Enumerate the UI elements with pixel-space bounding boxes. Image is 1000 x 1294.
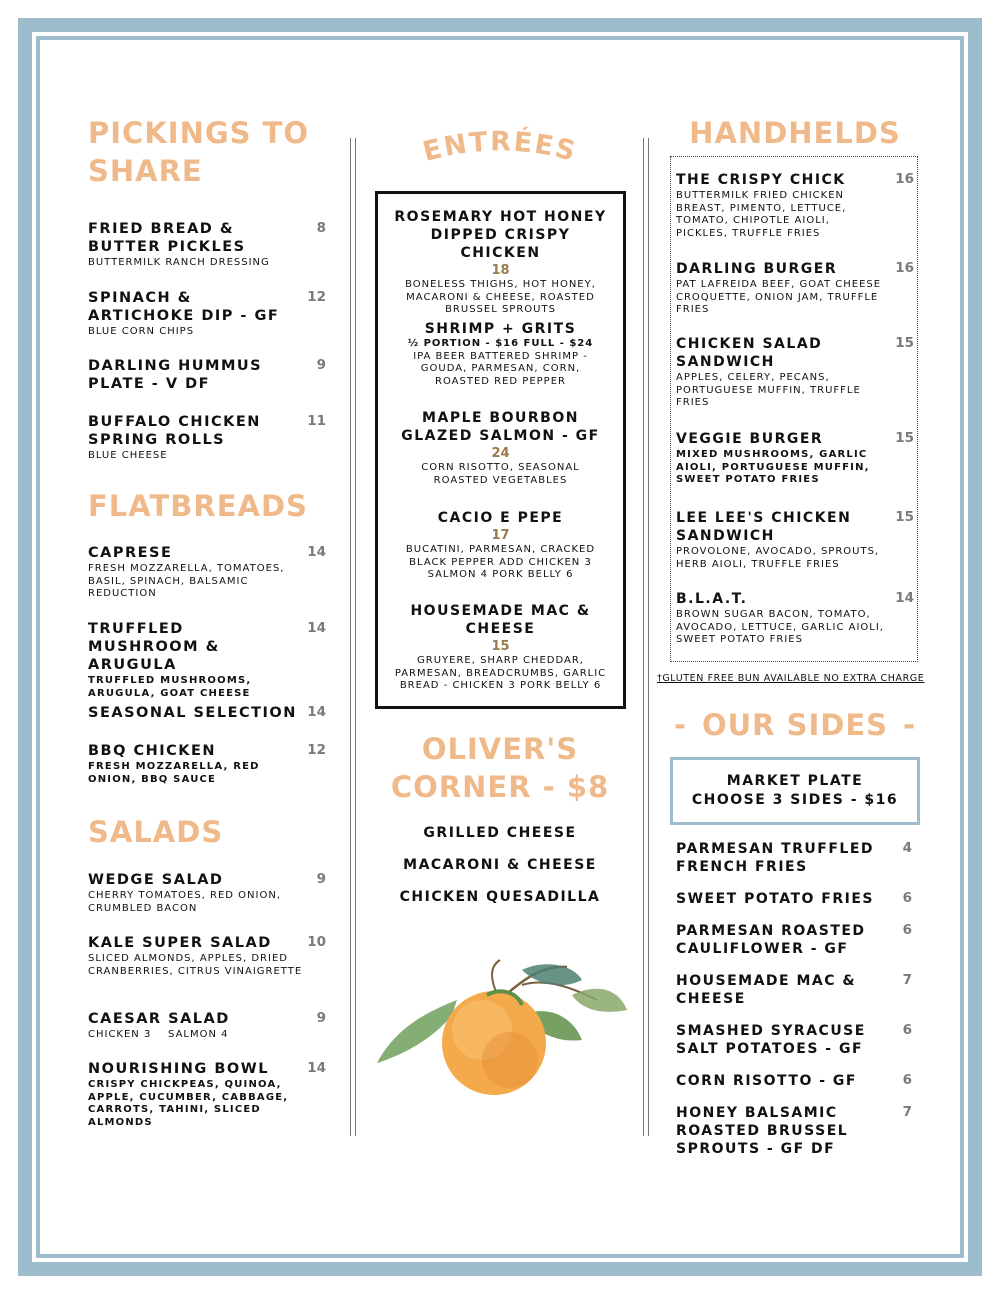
entree-item xyxy=(378,208,623,317)
side-item xyxy=(676,1022,912,1058)
entree-name: SHRIMP + GRITS xyxy=(424,321,577,337)
item-price: 12 xyxy=(307,289,326,305)
item-price: 15 xyxy=(895,335,914,351)
item-price: 6 xyxy=(902,890,912,906)
salad-item xyxy=(88,1010,326,1042)
entree-item xyxy=(378,602,623,693)
entrees-box xyxy=(375,191,626,709)
handheld-item xyxy=(676,171,914,240)
salad-item xyxy=(88,1060,326,1129)
item-name: SPINACH & ARTICHOKE DIP - GF xyxy=(88,290,280,324)
item-name: CAPRESE xyxy=(88,545,173,561)
entree-desc: IPA BEER BATTERED SHRIMP - GOUDA, PARMESAN, CORN, ROASTED RED PEPPER xyxy=(413,350,588,387)
item-desc: APPLES, CELERY, PECANS, PORTUGUESE MUFFIN, TRUFFLE FRIES xyxy=(676,372,861,408)
item-name: PARMESAN TRUFFLED FRENCH FRIES xyxy=(676,841,875,875)
item-price: 16 xyxy=(895,171,914,187)
item-desc: MIXED MUSHROOMS, GARLIC AIOLI, PORTUGUESE MUFFIN, SWEET POTATO FRIES xyxy=(676,449,870,485)
entree-item xyxy=(378,409,623,487)
item-name: VEGGIE BURGER xyxy=(676,431,824,447)
item-desc: CHICKEN 3 SALMON 4 xyxy=(88,1029,229,1040)
pickings-item xyxy=(88,413,326,463)
entree-price: ½ PORTION - $16 FULL - $24 xyxy=(407,338,594,349)
item-name: FRIED BREAD & BUTTER PICKLES xyxy=(88,221,246,255)
salad-item xyxy=(88,871,326,915)
entree-desc: CORN RISOTTO, SEASONAL ROASTED VEGETABLES xyxy=(421,462,580,486)
salad-item xyxy=(88,934,326,978)
item-name: CORN RISOTTO - GF xyxy=(676,1073,857,1089)
item-price: 12 xyxy=(307,742,326,758)
pickings-item xyxy=(88,220,326,270)
item-price: 7 xyxy=(902,1104,912,1120)
item-desc: BUTTERMILK RANCH DRESSING xyxy=(88,257,270,268)
entree-price: 18 xyxy=(491,263,510,278)
olivers-item: GRILLED CHEESE xyxy=(423,825,577,841)
handhelds-title: HANDHELDS xyxy=(689,116,901,150)
item-price: 14 xyxy=(307,1060,326,1076)
gluten-free-note: †GLUTEN FREE BUN AVAILABLE NO EXTRA CHARGE xyxy=(657,673,925,684)
side-item xyxy=(676,840,912,876)
entree-price: 15 xyxy=(491,639,510,654)
item-desc: FRESH MOZZARELLA, RED ONION, BBQ SAUCE xyxy=(88,761,260,785)
market-plate-desc: CHOOSE 3 SIDES - $16 xyxy=(691,792,899,808)
pickings-item xyxy=(88,289,326,339)
item-price: 6 xyxy=(902,1022,912,1038)
item-name: SMASHED SYRACUSE SALT POTATOES - GF xyxy=(676,1023,866,1057)
item-desc: BUTTERMILK FRIED CHICKEN BREAST, PIMENTO, LETTUCE, TOMATO, CHIPOTLE AIOLI, PICKLES, TRUFFLE FRIES xyxy=(676,190,847,239)
entree-item xyxy=(378,509,623,582)
olivers-title-line1: OLIVER'S xyxy=(421,732,579,766)
item-name: CHICKEN SALAD SANDWICH xyxy=(676,336,823,370)
item-desc: TRUFFLED MUSHROOMS, ARUGULA, GOAT CHEESE xyxy=(88,675,252,699)
pickings-item xyxy=(88,357,326,393)
item-name: DARLING BURGER xyxy=(676,261,838,277)
flatbread-item xyxy=(88,620,326,700)
entree-name: CACIO E PEPE xyxy=(437,510,564,526)
flatbread-item xyxy=(88,544,326,601)
entree-name: HOUSEMADE MAC & CHEESE xyxy=(410,603,591,637)
item-price: 14 xyxy=(307,544,326,560)
item-price: 9 xyxy=(316,871,326,887)
item-name: HONEY BALSAMIC ROASTED BRUSSEL SPROUTS - GF DF xyxy=(676,1105,849,1157)
item-name: CAESAR SALAD xyxy=(88,1011,230,1027)
olivers-title-line2: CORNER - $8 xyxy=(390,770,610,804)
item-price: 8 xyxy=(316,220,326,236)
item-desc: CRISPY CHICKPEAS, QUINOA, APPLE, CUCUMBER, CABBAGE, CARROTS, TAHINI, SLICED ALMONDS xyxy=(88,1079,289,1128)
item-price: 6 xyxy=(902,1072,912,1088)
sides-title: OUR SIDES xyxy=(701,708,889,742)
item-desc: BLUE CORN CHIPS xyxy=(88,326,195,337)
side-item xyxy=(676,1104,912,1158)
entree-desc: BONELESS THIGHS, HOT HONEY, MACARONI & CHEESE, ROASTED BRUSSEL SPROUTS xyxy=(405,279,596,315)
item-name: DARLING HUMMUS PLATE - V DF xyxy=(88,358,263,392)
item-price: 16 xyxy=(895,260,914,276)
svg-text:ENTRÉES xyxy=(420,126,580,168)
item-price: 11 xyxy=(307,413,326,429)
entree-price: 24 xyxy=(491,446,510,461)
item-name: BUFFALO CHICKEN SPRING ROLLS xyxy=(88,414,261,448)
column-divider xyxy=(643,138,649,1136)
entrees-title-text: ENTRÉES xyxy=(419,126,581,168)
item-price: 4 xyxy=(902,840,912,856)
item-name: KALE SUPER SALAD xyxy=(88,935,272,951)
flatbread-item xyxy=(88,704,326,722)
item-desc: CHERRY TOMATOES, RED ONION, CRUMBLED BACON xyxy=(88,890,282,914)
entrees-title xyxy=(405,118,595,178)
item-name: SWEET POTATO FRIES xyxy=(676,891,874,907)
item-price: 7 xyxy=(902,972,912,988)
sides-dash-left: - xyxy=(674,708,688,742)
side-item xyxy=(676,922,912,958)
handheld-item xyxy=(676,335,914,410)
item-desc: SLICED ALMONDS, APPLES, DRIED CRANBERRIES, CITRUS VINAIGRETTE xyxy=(88,953,303,977)
entree-name: MAPLE BOURBON GLAZED SALMON - GF xyxy=(401,410,600,444)
orange-illustration-icon xyxy=(372,955,632,1095)
handheld-item xyxy=(676,590,914,647)
item-name: HOUSEMADE MAC & CHEESE xyxy=(676,973,857,1007)
item-price: 15 xyxy=(895,430,914,446)
side-item xyxy=(676,890,912,908)
item-name: B.L.A.T. xyxy=(676,591,748,607)
olivers-title xyxy=(355,730,645,806)
item-price: 6 xyxy=(902,922,912,938)
item-name: THE CRISPY CHICK xyxy=(676,172,846,188)
column-divider xyxy=(350,138,356,1136)
pickings-title-line2: SHARE xyxy=(88,154,203,188)
entree-price: 17 xyxy=(491,528,510,543)
entree-item xyxy=(378,320,623,388)
item-price: 14 xyxy=(895,590,914,606)
side-item xyxy=(676,972,912,1008)
salads-title: SALADS xyxy=(88,815,224,849)
item-name: TRUFFLED MUSHROOM & ARUGULA xyxy=(88,621,220,673)
olivers-item: MACARONI & CHEESE xyxy=(403,857,597,873)
item-price: 9 xyxy=(316,357,326,373)
item-name: LEE LEE'S CHICKEN SANDWICH xyxy=(676,510,852,544)
sides-dash-right: - xyxy=(902,708,916,742)
item-name: SEASONAL SELECTION xyxy=(88,705,297,721)
entree-desc: BUCATINI, PARMESAN, CRACKED BLACK PEPPER ADD CHICKEN 3 SALMON 4 PORK BELLY 6 xyxy=(405,544,596,580)
flatbread-item xyxy=(88,742,326,786)
pickings-title xyxy=(88,114,309,190)
item-name: PARMESAN ROASTED CAULIFLOWER - GF xyxy=(676,923,866,957)
item-price: 14 xyxy=(307,704,326,720)
item-name: BBQ CHICKEN xyxy=(88,743,217,759)
item-name: NOURISHING BOWL xyxy=(88,1061,269,1077)
item-price: 10 xyxy=(307,934,326,950)
handheld-item xyxy=(676,430,914,487)
flatbreads-title: FLATBREADS xyxy=(88,489,308,523)
item-price: 15 xyxy=(895,509,914,525)
handheld-item xyxy=(676,260,914,317)
item-name: WEDGE SALAD xyxy=(88,872,224,888)
market-plate-box xyxy=(670,757,920,825)
item-price: 14 xyxy=(307,620,326,636)
item-desc: FRESH MOZZARELLA, TOMATOES, BASIL, SPINACH, BALSAMIC REDUCTION xyxy=(88,563,285,599)
item-price: 9 xyxy=(316,1010,326,1026)
pickings-title-line1: PICKINGS TO xyxy=(88,116,310,150)
side-item xyxy=(676,1072,912,1090)
market-plate-title: MARKET PLATE xyxy=(726,773,864,789)
entree-desc: GRUYERE, SHARP CHEDDAR, PARMESAN, BREADCRUMBS, GARLIC BREAD - CHICKEN 3 PORK BELLY 6 xyxy=(394,655,607,691)
olivers-item: CHICKEN QUESADILLA xyxy=(399,889,601,905)
item-desc: PAT LAFREIDA BEEF, GOAT CHEESE CROQUETTE, ONION JAM, TRUFFLE FRIES xyxy=(676,279,882,315)
item-desc: BLUE CHEESE xyxy=(88,450,168,461)
handheld-item xyxy=(676,509,914,571)
item-desc: PROVOLONE, AVOCADO, SPROUTS, HERB AIOLI, TRUFFLE FRIES xyxy=(676,546,880,570)
entree-name: ROSEMARY HOT HONEY DIPPED CRISPY CHICKEN xyxy=(394,209,607,261)
item-desc: BROWN SUGAR BACON, TOMATO, AVOCADO, LETTUCE, GARLIC AIOLI, SWEET POTATO FRIES xyxy=(676,609,884,645)
